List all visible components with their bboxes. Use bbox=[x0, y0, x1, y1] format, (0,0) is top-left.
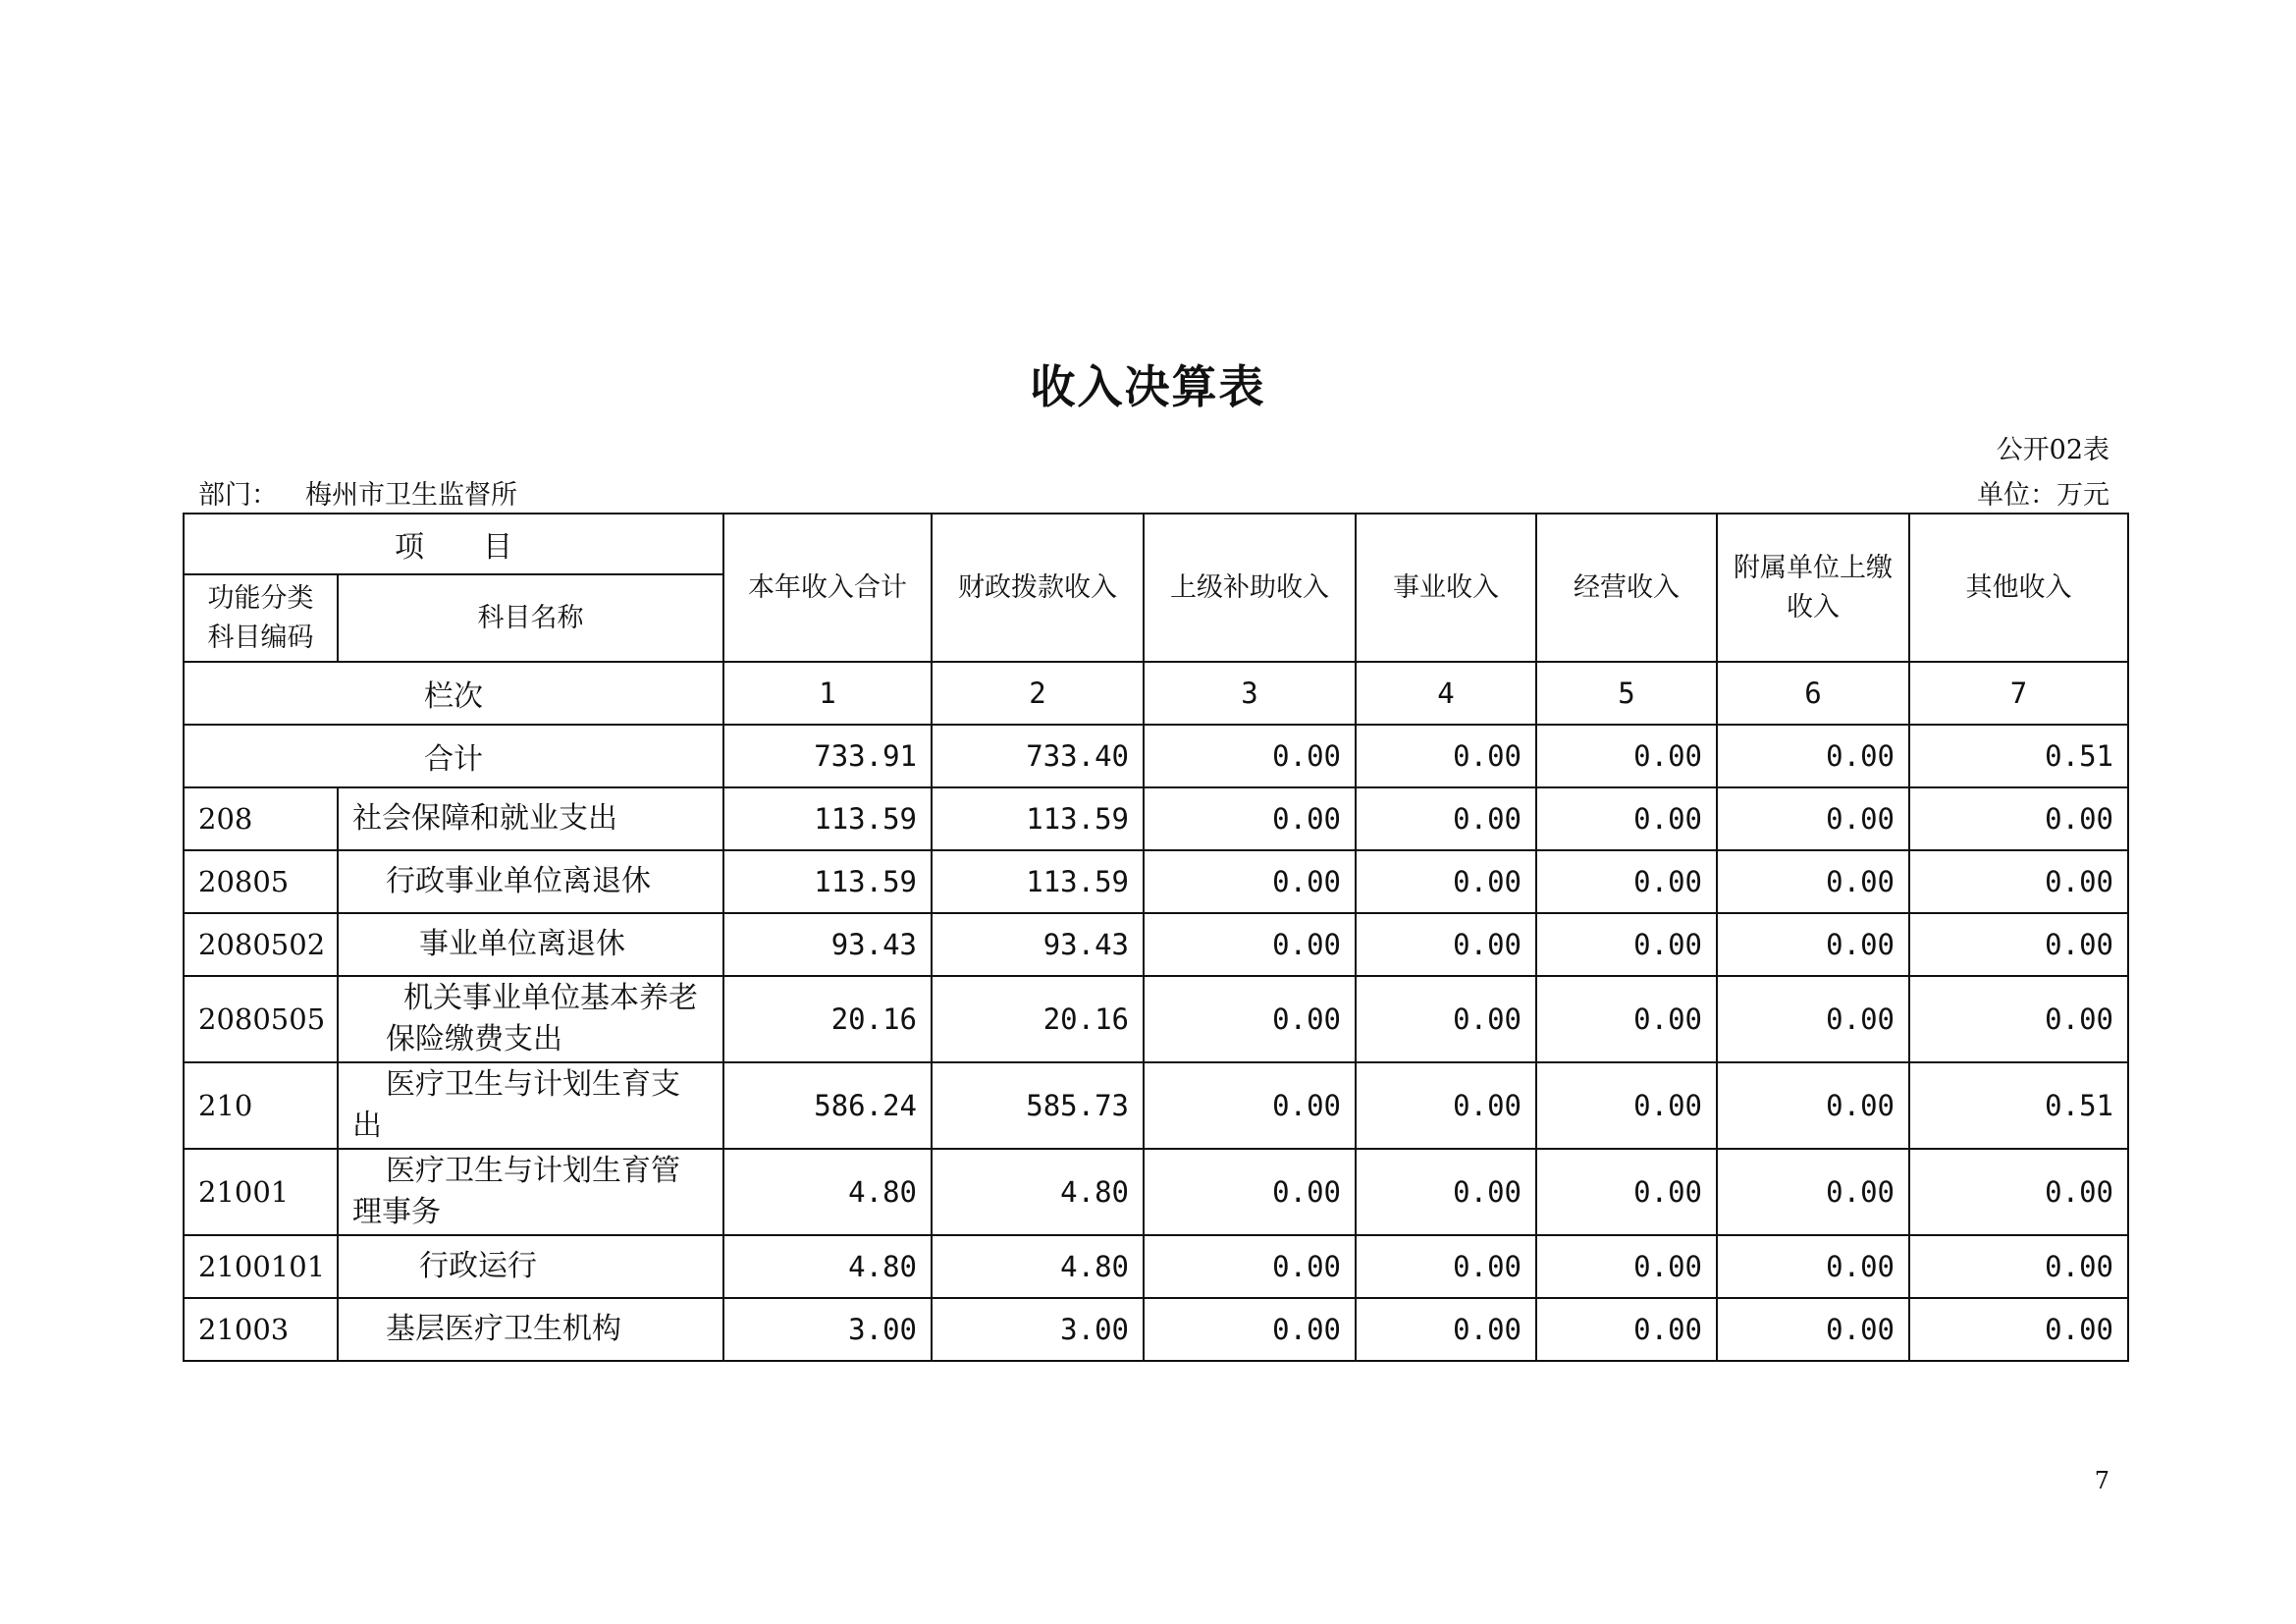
row-value: 0.00 bbox=[1909, 913, 2128, 976]
row-code: 21001 bbox=[184, 1149, 338, 1235]
total-value: 0.00 bbox=[1144, 725, 1356, 787]
row-value: 0.00 bbox=[1144, 913, 1356, 976]
row-value: 20.16 bbox=[723, 976, 932, 1062]
row-value: 0.00 bbox=[1536, 1062, 1717, 1149]
row-value: 113.59 bbox=[932, 850, 1144, 913]
row-value: 0.00 bbox=[1536, 913, 1717, 976]
row-value: 4.80 bbox=[932, 1149, 1144, 1235]
row-value: 0.00 bbox=[1144, 1298, 1356, 1361]
header-col-1: 本年收入合计 bbox=[723, 514, 932, 662]
table-row bbox=[184, 1235, 2128, 1298]
header-row-1 bbox=[184, 514, 2128, 574]
row-value: 3.00 bbox=[723, 1298, 932, 1361]
row-value: 0.00 bbox=[1144, 850, 1356, 913]
row-value: 0.00 bbox=[1909, 1298, 2128, 1361]
row-value: 0.00 bbox=[1144, 976, 1356, 1062]
column-index: 3 bbox=[1144, 662, 1356, 725]
header-code: 功能分类科目编码 bbox=[184, 574, 338, 662]
total-label: 合计 bbox=[184, 725, 723, 787]
row-value: 3.00 bbox=[932, 1298, 1144, 1361]
row-value: 0.00 bbox=[1356, 976, 1536, 1062]
row-value: 0.00 bbox=[1536, 850, 1717, 913]
total-value: 0.00 bbox=[1536, 725, 1717, 787]
total-row bbox=[184, 725, 2128, 787]
header-col-2: 财政拨款收入 bbox=[932, 514, 1144, 662]
row-name: 行政事业单位离退休 bbox=[338, 850, 723, 913]
row-value: 0.00 bbox=[1717, 1298, 1909, 1361]
column-index: 1 bbox=[723, 662, 932, 725]
row-value: 0.00 bbox=[1717, 1149, 1909, 1235]
total-value: 0.51 bbox=[1909, 725, 2128, 787]
row-value: 585.73 bbox=[932, 1062, 1144, 1149]
row-value: 4.80 bbox=[723, 1149, 932, 1235]
total-value: 0.00 bbox=[1717, 725, 1909, 787]
row-value: 4.80 bbox=[932, 1235, 1144, 1298]
column-index: 4 bbox=[1356, 662, 1536, 725]
table-row bbox=[184, 913, 2128, 976]
row-value: 0.00 bbox=[1909, 976, 2128, 1062]
row-name: 社会保障和就业支出 bbox=[338, 787, 723, 850]
row-value: 93.43 bbox=[932, 913, 1144, 976]
row-value: 93.43 bbox=[723, 913, 932, 976]
unit-label: 单位：万元 bbox=[1977, 480, 2109, 511]
department-name: 梅州市卫生监督所 bbox=[305, 480, 517, 511]
row-value: 0.00 bbox=[1536, 976, 1717, 1062]
column-index: 7 bbox=[1909, 662, 2128, 725]
row-value: 0.00 bbox=[1144, 1149, 1356, 1235]
row-value: 0.00 bbox=[1356, 1235, 1536, 1298]
row-value: 0.00 bbox=[1909, 850, 2128, 913]
row-value: 0.00 bbox=[1356, 850, 1536, 913]
row-value: 0.00 bbox=[1536, 1149, 1717, 1235]
row-value: 0.00 bbox=[1909, 1149, 2128, 1235]
department-label: 部门： bbox=[198, 480, 278, 511]
row-value: 0.00 bbox=[1144, 787, 1356, 850]
row-value: 586.24 bbox=[723, 1062, 932, 1149]
row-value: 0.00 bbox=[1536, 1298, 1717, 1361]
column-index: 6 bbox=[1717, 662, 1909, 725]
row-value: 0.00 bbox=[1144, 1235, 1356, 1298]
header-name: 科目名称 bbox=[338, 574, 723, 662]
row-code: 2080505 bbox=[184, 976, 338, 1062]
table-row bbox=[184, 1062, 2128, 1149]
table-row bbox=[184, 850, 2128, 913]
column-index: 5 bbox=[1536, 662, 1717, 725]
header-col-7: 其他收入 bbox=[1909, 514, 2128, 662]
row-value: 0.00 bbox=[1717, 913, 1909, 976]
header-item: 项 目 bbox=[184, 514, 723, 574]
row-value: 0.00 bbox=[1356, 787, 1536, 850]
row-value: 0.00 bbox=[1356, 1149, 1536, 1235]
header-col-4: 事业收入 bbox=[1356, 514, 1536, 662]
row-value: 0.00 bbox=[1717, 1235, 1909, 1298]
row-code: 2100101 bbox=[184, 1235, 338, 1298]
row-value: 0.00 bbox=[1356, 913, 1536, 976]
row-value: 0.00 bbox=[1909, 1235, 2128, 1298]
row-value: 0.51 bbox=[1909, 1062, 2128, 1149]
row-code: 208 bbox=[184, 787, 338, 850]
row-value: 0.00 bbox=[1536, 787, 1717, 850]
table-row bbox=[184, 976, 2128, 1062]
page-number: 7 bbox=[2094, 1467, 2109, 1494]
row-value: 0.00 bbox=[1144, 1062, 1356, 1149]
row-name: 机关事业单位基本养老保险缴费支出 bbox=[338, 976, 723, 1062]
row-name: 行政运行 bbox=[338, 1235, 723, 1298]
row-code: 20805 bbox=[184, 850, 338, 913]
row-value: 113.59 bbox=[723, 787, 932, 850]
row-value: 0.00 bbox=[1536, 1235, 1717, 1298]
table-row bbox=[184, 787, 2128, 850]
department-line bbox=[198, 473, 517, 512]
row-code: 2080502 bbox=[184, 913, 338, 976]
table-row bbox=[184, 1298, 2128, 1361]
row-value: 4.80 bbox=[723, 1235, 932, 1298]
row-name: 基层医疗卫生机构 bbox=[338, 1298, 723, 1361]
row-value: 20.16 bbox=[932, 976, 1144, 1062]
header-col-3: 上级补助收入 bbox=[1144, 514, 1356, 662]
row-value: 113.59 bbox=[932, 787, 1144, 850]
column-index-label: 栏次 bbox=[184, 662, 723, 725]
header-col-6: 附属单位上缴收入 bbox=[1717, 514, 1909, 662]
header-col-5: 经营收入 bbox=[1536, 514, 1717, 662]
column-index-row bbox=[184, 662, 2128, 725]
document-title: 收入决算表 bbox=[1030, 360, 1266, 413]
row-value: 0.00 bbox=[1717, 976, 1909, 1062]
form-number: 公开02表 bbox=[1996, 435, 2109, 465]
row-name: 医疗卫生与计划生育管理事务 bbox=[338, 1149, 723, 1235]
row-value: 0.00 bbox=[1356, 1298, 1536, 1361]
total-value: 0.00 bbox=[1356, 725, 1536, 787]
row-code: 21003 bbox=[184, 1298, 338, 1361]
row-code: 210 bbox=[184, 1062, 338, 1149]
row-name: 事业单位离退休 bbox=[338, 913, 723, 976]
income-final-account-table bbox=[183, 513, 2129, 1362]
row-value: 0.00 bbox=[1356, 1062, 1536, 1149]
row-value: 0.00 bbox=[1909, 787, 2128, 850]
total-value: 733.40 bbox=[932, 725, 1144, 787]
row-value: 0.00 bbox=[1717, 850, 1909, 913]
row-value: 0.00 bbox=[1717, 787, 1909, 850]
row-name: 医疗卫生与计划生育支出 bbox=[338, 1062, 723, 1149]
total-value: 733.91 bbox=[723, 725, 932, 787]
row-value: 0.00 bbox=[1717, 1062, 1909, 1149]
table-row bbox=[184, 1149, 2128, 1235]
column-index: 2 bbox=[932, 662, 1144, 725]
row-value: 113.59 bbox=[723, 850, 932, 913]
